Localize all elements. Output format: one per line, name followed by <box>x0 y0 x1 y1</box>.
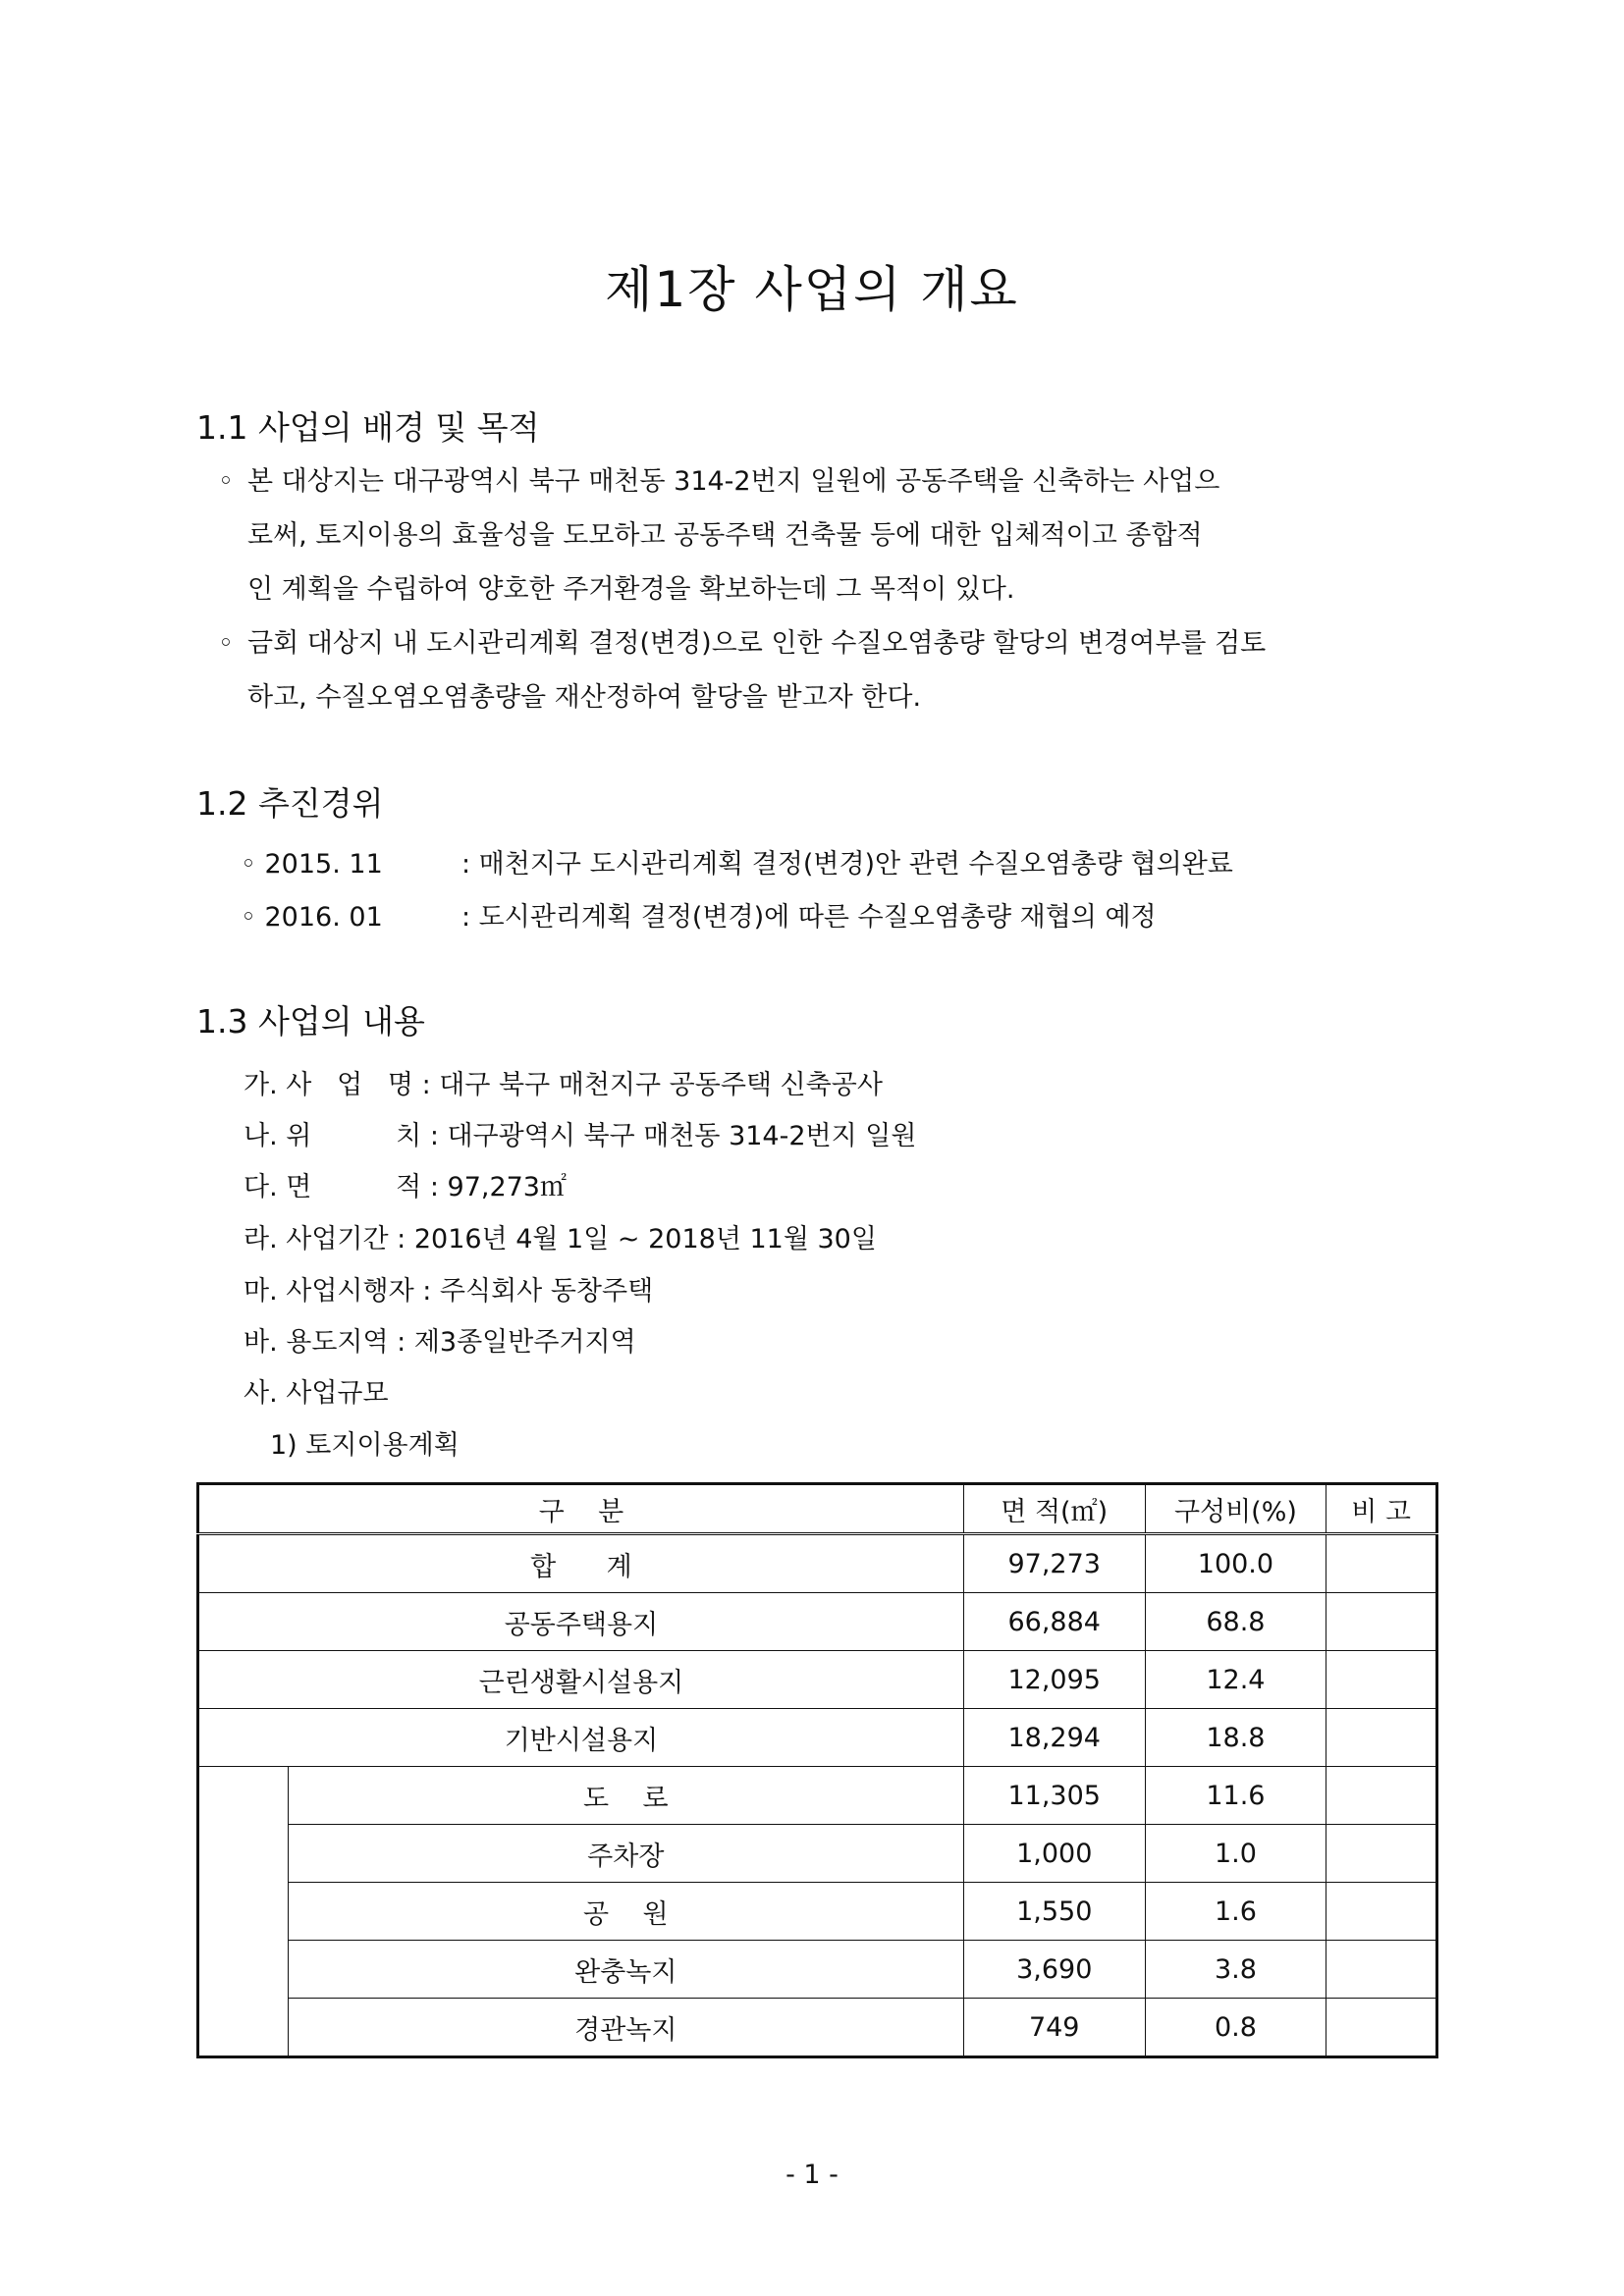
section-heading-1-3: 1.3 사업의 내용 <box>196 1002 425 1041</box>
cell-ratio: 0.8 <box>1145 1999 1326 2057</box>
paragraph-line <box>218 454 1445 508</box>
land-use-table <box>196 1482 1438 2058</box>
detail-label: 라. 사업기간 <box>244 1224 389 1255</box>
indent-cell <box>198 1767 289 2057</box>
detail-label: 다. 면 적 <box>244 1172 422 1202</box>
cell-area: 1,000 <box>963 1825 1145 1883</box>
cell-area: 11,305 <box>963 1767 1145 1825</box>
header-category: 구 분 <box>198 1484 964 1534</box>
cell-ratio: 12.4 <box>1145 1651 1326 1709</box>
cell-name: 근린생활시설용지 <box>198 1651 964 1709</box>
section-1-1-paragraph-2 <box>218 616 1445 724</box>
detail-item-zoning <box>244 1320 636 1359</box>
detail-label: 나. 위 치 <box>244 1121 422 1151</box>
history-text: : 도시관리계획 결정(변경)에 따른 수질오염총량 재협의 예정 <box>461 902 1157 933</box>
header-area: 면 적(㎡) <box>963 1484 1145 1534</box>
land-use-plan-heading: 1) 토지이용계획 <box>270 1430 460 1461</box>
bullet-mark: ◦ <box>218 466 234 497</box>
detail-label: 마. 사업시행자 <box>244 1276 414 1307</box>
cell-area: 1,550 <box>963 1883 1145 1941</box>
detail-item-period <box>244 1217 877 1255</box>
cell-area: 18,294 <box>963 1709 1145 1767</box>
cell-ratio: 18.8 <box>1145 1709 1326 1767</box>
header-ratio: 구성비(%) <box>1145 1484 1326 1534</box>
cell-note <box>1326 1999 1437 2057</box>
cell-note <box>1326 1534 1437 1593</box>
cell-ratio: 68.8 <box>1145 1593 1326 1651</box>
cell-area: 12,095 <box>963 1651 1145 1709</box>
table-row <box>198 1593 1437 1651</box>
section-heading-1-2: 1.2 추진경위 <box>196 784 384 823</box>
cell-name: 공 원 <box>288 1883 963 1941</box>
detail-label: 바. 용도지역 <box>244 1327 389 1358</box>
cell-ratio: 1.0 <box>1145 1825 1326 1883</box>
table-row <box>198 1709 1437 1767</box>
cell-name: 도 로 <box>288 1767 963 1825</box>
section-1-1-paragraph-1 <box>218 454 1445 616</box>
table-row <box>198 1767 1437 1825</box>
cell-name: 공동주택용지 <box>198 1593 964 1651</box>
history-date: ◦ 2015. 11 <box>241 849 383 880</box>
detail-value: : 주식회사 동창주택 <box>413 1276 654 1307</box>
bullet-mark: ◦ <box>218 628 234 659</box>
cell-area: 3,690 <box>963 1941 1145 1999</box>
header-note: 비 고 <box>1326 1484 1437 1534</box>
cell-name: 주차장 <box>288 1825 963 1883</box>
paragraph-line-text: 금회 대상지 내 도시관리계획 결정(변경)으로 인한 수질오염총량 할당의 변경여부를 검토 <box>247 628 1267 659</box>
table-row <box>198 1651 1437 1709</box>
table-row <box>198 1883 1437 1941</box>
detail-item-project-name <box>244 1063 883 1101</box>
detail-label: 가. 사 업 명 <box>244 1070 413 1100</box>
detail-item-scale <box>244 1371 389 1410</box>
cell-area: 749 <box>963 1999 1145 2057</box>
cell-ratio: 11.6 <box>1145 1767 1326 1825</box>
detail-label: 사. 사업규모 <box>244 1378 389 1409</box>
cell-ratio: 3.8 <box>1145 1941 1326 1999</box>
table-row <box>198 1941 1437 1999</box>
cell-ratio: 100.0 <box>1145 1534 1326 1593</box>
section-heading-1-1: 1.1 사업의 배경 및 목적 <box>196 408 540 447</box>
history-item <box>241 842 1233 881</box>
cell-note <box>1326 1825 1437 1883</box>
paragraph-line: 하고, 수질오염오염총량을 재산정하여 할당을 받고자 한다. <box>247 682 922 713</box>
table-row <box>198 1825 1437 1883</box>
paragraph-line: 로써, 토지이용의 효율성을 도모하고 공동주택 건축물 등에 대한 입체적이고 종합적 <box>247 520 1203 551</box>
chapter-title: 제1장 사업의 개요 <box>605 261 1019 318</box>
cell-name: 경관녹지 <box>288 1999 963 2057</box>
detail-value: : 대구 북구 매천지구 공동주택 신축공사 <box>413 1070 883 1100</box>
cell-area: 97,273 <box>963 1534 1145 1593</box>
cell-note <box>1326 1651 1437 1709</box>
history-date: ◦ 2016. 01 <box>241 902 383 933</box>
paragraph-line-text: 본 대상지는 대구광역시 북구 매천동 314-2번지 일원에 공동주택을 신축하는 사업으 <box>247 466 1220 497</box>
cell-name: 기반시설용지 <box>198 1709 964 1767</box>
cell-note <box>1326 1883 1437 1941</box>
page-number: - 1 - <box>785 2160 839 2190</box>
table-row <box>198 1999 1437 2057</box>
detail-value: : 제3종일반주거지역 <box>388 1327 636 1358</box>
cell-note <box>1326 1709 1437 1767</box>
table-row <box>198 1534 1437 1593</box>
detail-item-location <box>244 1114 916 1152</box>
table-header-row <box>198 1484 1437 1534</box>
paragraph-line: 인 계획을 수립하여 양호한 주거환경을 확보하는데 그 목적이 있다. <box>247 574 1015 605</box>
detail-value: : 2016년 4월 1일 ~ 2018년 11월 30일 <box>388 1224 877 1255</box>
cell-ratio: 1.6 <box>1145 1883 1326 1941</box>
cell-note <box>1326 1941 1437 1999</box>
detail-value: : 97,273㎡ <box>421 1172 567 1202</box>
history-item <box>241 895 1157 934</box>
history-text: : 매천지구 도시관리계획 결정(변경)안 관련 수질오염총량 협의완료 <box>461 849 1233 880</box>
detail-value: : 대구광역시 북구 매천동 314-2번지 일원 <box>421 1121 917 1151</box>
cell-name: 완충녹지 <box>288 1941 963 1999</box>
cell-name: 합 계 <box>198 1534 964 1593</box>
cell-note <box>1326 1767 1437 1825</box>
detail-item-developer <box>244 1269 653 1308</box>
detail-item-area <box>244 1165 567 1203</box>
cell-note <box>1326 1593 1437 1651</box>
cell-area: 66,884 <box>963 1593 1145 1651</box>
paragraph-line <box>218 616 1445 670</box>
